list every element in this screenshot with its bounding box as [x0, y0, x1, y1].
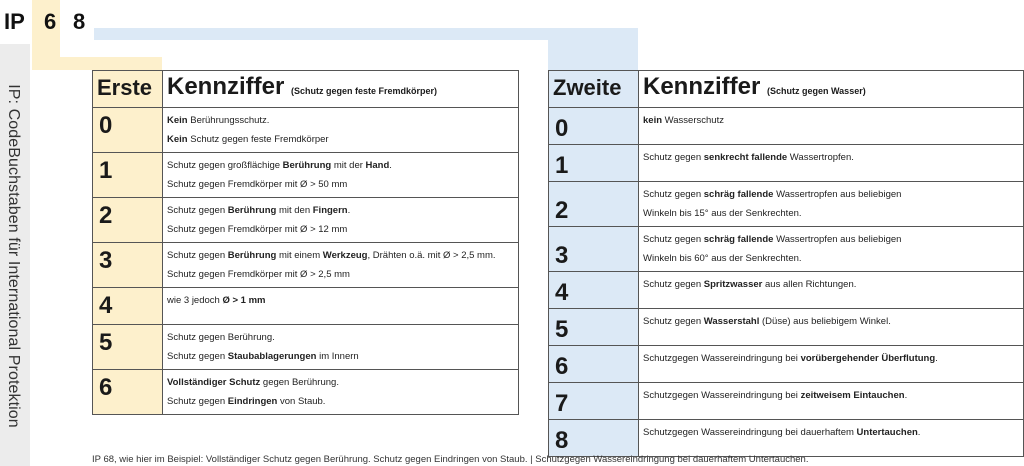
desc-bold: Berührung — [227, 250, 277, 261]
desc-text: Schutz gegen — [643, 152, 704, 163]
desc-bold: zeitweisem Eintauchen — [800, 390, 905, 401]
first-table-description — [163, 243, 519, 288]
second-table-row — [549, 346, 1024, 383]
second-table-title — [639, 71, 1024, 108]
desc-text: Schutz gegen Fremdkörper mit Ø > 2,5 mm — [167, 269, 350, 280]
description-line-1 — [167, 156, 514, 175]
desc-text: Wasserschutz — [662, 115, 724, 126]
first-table-digit: 6 — [93, 370, 163, 415]
first-table-num-header: Erste — [93, 71, 163, 108]
desc-text: Schutz gegen — [167, 250, 228, 261]
desc-bold: schräg fallende — [703, 234, 774, 245]
first-table-description — [163, 288, 519, 325]
desc-text: Schutz gegen — [643, 189, 704, 200]
second-table-subtitle: (Schutz gegen Wasser) — [767, 86, 866, 96]
description-line-1 — [643, 111, 1019, 130]
desc-text: gegen Berührung. — [260, 377, 339, 388]
second-table-digit: 3 — [549, 227, 639, 272]
desc-text: Schutz gegen Fremdkörper mit Ø > 12 mm — [167, 224, 348, 235]
side-label — [2, 74, 24, 438]
first-table-digit: 5 — [93, 325, 163, 370]
desc-bold: Eindringen — [227, 396, 278, 407]
desc-text: mit der — [331, 160, 366, 171]
desc-text: Schutz gegen feste Fremdkörper — [187, 134, 329, 145]
first-digit-table — [92, 70, 519, 415]
second-table-header-row — [549, 71, 1024, 108]
desc-text: aus allen Richtungen. — [762, 279, 857, 290]
desc-bold: Kein — [167, 134, 188, 145]
description-line-2 — [167, 347, 514, 366]
desc-text: Winkeln bis 60° aus der Senkrechten. — [643, 253, 802, 264]
first-digit-band-connector — [32, 57, 162, 70]
desc-text: . — [904, 390, 908, 401]
description-line-1 — [643, 423, 1019, 442]
desc-bold: Werkzeug — [322, 250, 368, 261]
desc-text: Schutz gegen — [643, 234, 704, 245]
second-table-digit: 4 — [549, 272, 639, 309]
second-table-digit: 6 — [549, 346, 639, 383]
first-table-description — [163, 198, 519, 243]
desc-text: mit den — [276, 205, 313, 216]
desc-text: im Innern — [316, 351, 359, 362]
second-table-row — [549, 272, 1024, 309]
second-table-description — [639, 227, 1024, 272]
description-line-2 — [167, 175, 514, 194]
desc-bold: kein — [643, 115, 663, 126]
description-line-2 — [167, 130, 514, 149]
desc-text: Schutz gegen — [643, 316, 704, 327]
desc-text: . — [347, 205, 351, 216]
desc-bold: Staubablagerungen — [227, 351, 317, 362]
ip-label: IP — [4, 9, 25, 34]
first-table-title-text: Kennziffer — [167, 73, 285, 100]
first-table-description — [163, 370, 519, 415]
description-line-1 — [643, 148, 1019, 167]
description-line-1 — [643, 312, 1019, 331]
second-table-description — [639, 309, 1024, 346]
desc-text: Schutz gegen großflächige — [167, 160, 283, 171]
first-table-row — [93, 153, 519, 198]
desc-bold: Wasserstahl — [703, 316, 760, 327]
first-table-row — [93, 198, 519, 243]
desc-text: Schutz gegen Berührung. — [167, 332, 275, 343]
description-line-2 — [643, 249, 1019, 268]
first-table-header-row — [93, 71, 519, 108]
desc-bold: Kein — [167, 115, 188, 126]
desc-text: Schutz gegen — [167, 205, 228, 216]
second-table-row — [549, 309, 1024, 346]
footer-note: IP 68, wie hier im Beispiel: Vollständiger Schutz gegen Berührung. Schutz gegen Eindringen von Staub. | Schutzgegen Wassereindringung bei dauerhaftem Untertauchen. — [92, 454, 809, 465]
desc-text: wie 3 jedoch — [167, 295, 223, 306]
desc-bold: senkrecht fallende — [703, 152, 788, 163]
description-line-1 — [643, 230, 1019, 249]
second-table-digit: 8 — [549, 420, 639, 457]
first-table-subtitle: (Schutz gegen feste Fremdkörper) — [291, 86, 438, 96]
second-table-description — [639, 182, 1024, 227]
first-table-row — [93, 243, 519, 288]
side-label-text: IP: CodeBuchstaben für International Protektion — [5, 84, 23, 428]
desc-bold: vorübergehender Überflutung — [800, 353, 936, 364]
desc-bold: Ø > 1 mm — [222, 295, 266, 306]
desc-text: Wassertropfen aus beliebigen — [773, 234, 902, 245]
desc-bold: Fingern — [312, 205, 348, 216]
band-gap — [62, 40, 548, 57]
desc-text: Schutz gegen — [167, 396, 228, 407]
first-table-digit: 1 — [93, 153, 163, 198]
second-table-digit: 1 — [549, 145, 639, 182]
description-line-1 — [167, 291, 514, 310]
first-table-digit: 2 — [93, 198, 163, 243]
description-line-1 — [167, 328, 514, 347]
second-table-row — [549, 108, 1024, 145]
second-table-row — [549, 420, 1024, 457]
second-table-row — [549, 227, 1024, 272]
desc-text: . — [935, 353, 938, 364]
second-table-row — [549, 383, 1024, 420]
second-table-digit: 0 — [549, 108, 639, 145]
desc-text: . — [917, 427, 921, 438]
desc-text: Schutzgegen Wassereindringung bei dauerhaftem — [643, 427, 857, 438]
second-table-description — [639, 383, 1024, 420]
desc-bold: Berührung — [282, 160, 332, 171]
first-table-description — [163, 325, 519, 370]
description-line-1 — [643, 386, 1019, 405]
second-table-num-header: Zweite — [549, 71, 639, 108]
first-table-digit: 3 — [93, 243, 163, 288]
description-line-1 — [167, 201, 514, 220]
desc-bold: Vollständiger Schutz — [167, 377, 261, 388]
second-table-title-text: Kennziffer — [643, 73, 761, 100]
desc-bold: Hand — [365, 160, 390, 171]
desc-bold: Spritzwasser — [703, 279, 763, 290]
description-line-2 — [167, 220, 514, 239]
ip-first-digit: 6 — [44, 9, 57, 34]
second-table-description — [639, 272, 1024, 309]
desc-text: Wassertropfen aus beliebigen — [773, 189, 902, 200]
desc-text: Schutz gegen — [643, 279, 704, 290]
desc-text: Winkeln bis 15° aus der Senkrechten. — [643, 208, 802, 219]
description-line-1 — [643, 185, 1019, 204]
description-line-1 — [643, 349, 1019, 368]
first-table-description — [163, 153, 519, 198]
second-table-digit: 5 — [549, 309, 639, 346]
second-table-row — [549, 145, 1024, 182]
first-table-title — [163, 71, 519, 108]
description-line-2 — [167, 265, 514, 284]
desc-bold: Untertauchen — [856, 427, 918, 438]
desc-text: Schutz gegen Fremdkörper mit Ø > 50 mm — [167, 179, 348, 190]
second-table-description — [639, 145, 1024, 182]
desc-text: . — [389, 160, 392, 171]
first-table-description — [163, 108, 519, 153]
description-line-1 — [167, 373, 514, 392]
description-line-1 — [167, 246, 514, 265]
first-table-row — [93, 108, 519, 153]
second-table-digit: 2 — [549, 182, 639, 227]
ip-second-digit: 8 — [73, 9, 86, 34]
second-digit-table — [548, 70, 1024, 457]
first-table-row — [93, 325, 519, 370]
second-table-description — [639, 346, 1024, 383]
desc-text: Wassertropfen. — [787, 152, 854, 163]
first-table-row — [93, 370, 519, 415]
desc-text: Berührungsschutz. — [187, 115, 270, 126]
second-table-row — [549, 182, 1024, 227]
second-table-digit: 7 — [549, 383, 639, 420]
second-table-description — [639, 420, 1024, 457]
second-table-description — [639, 108, 1024, 145]
desc-bold: Berührung — [227, 205, 277, 216]
first-table-digit: 4 — [93, 288, 163, 325]
description-line-2 — [167, 392, 514, 411]
desc-text: von Staub. — [277, 396, 326, 407]
desc-bold: schräg fallende — [703, 189, 774, 200]
description-line-1 — [167, 111, 514, 130]
second-digit-band-connector — [548, 28, 638, 70]
desc-text: Schutz gegen — [167, 351, 228, 362]
desc-text: Schutzgegen Wassereindringung bei — [643, 353, 801, 364]
desc-text: Schutzgegen Wassereindringung bei — [643, 390, 801, 401]
desc-text: , Drähten o.ä. mit Ø > 2,5 mm. — [367, 250, 496, 261]
description-line-2 — [643, 204, 1019, 223]
desc-text: (Düse) aus beliebigem Winkel. — [759, 316, 891, 327]
first-table-digit: 0 — [93, 108, 163, 153]
description-line-1 — [643, 275, 1019, 294]
desc-text: mit einem — [276, 250, 323, 261]
first-table-row — [93, 288, 519, 325]
